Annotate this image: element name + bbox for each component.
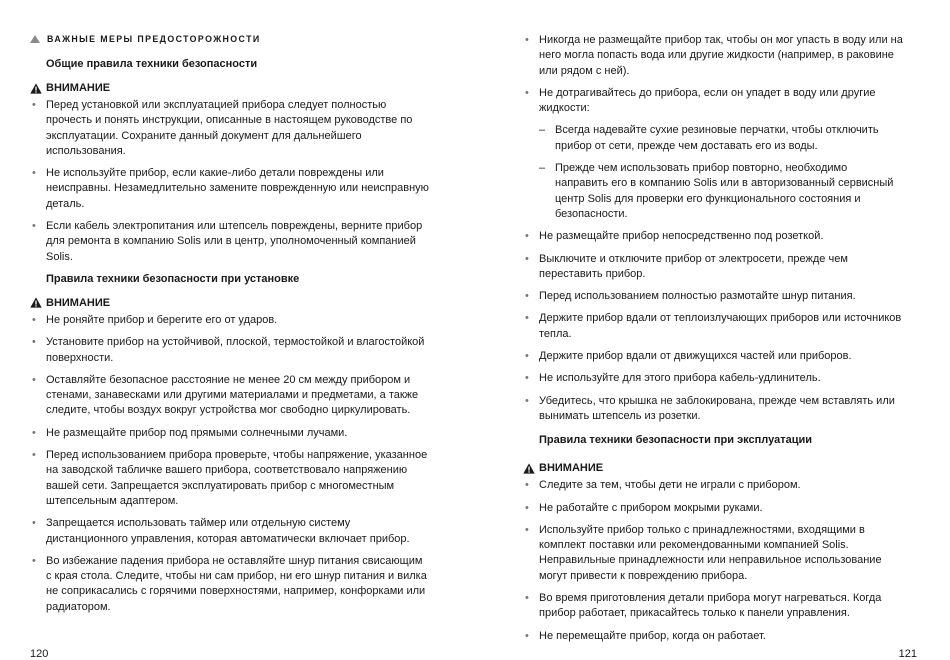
list-item: • Во время приготовления детали прибора могут нагреваться. Когда прибор работает, прикасайтесь только к панели управления. xyxy=(523,591,903,622)
list-item: • Перед установкой или эксплуатацией прибора следует полностью прочесть и понять инструкции, описанные в настоящем руководстве по эксплуатации. Сохраните данный документ для дальнейшего использования. xyxy=(30,98,430,159)
warning-triangle-icon xyxy=(523,463,535,474)
list-item: • Не размещайте прибор непосредственно под розеткой. xyxy=(523,229,903,244)
list-item: • Выключите и отключите прибор от электросети, прежде чем переставить прибор. xyxy=(523,252,903,283)
list-item: • Не роняйте прибор и берегите его от ударов. xyxy=(30,313,430,328)
warning-triangle-icon xyxy=(30,83,42,94)
list-item: • Во избежание падения прибора не оставляйте шнур питания свисающим с края стола. Следите, чтобы ни сам прибор, ни его шнур питания и вилка не соприкасались с горячими поверхностями, например, конфорками или радиатором. xyxy=(30,554,430,615)
right-page xyxy=(475,0,950,660)
list-item: • Запрещается использовать таймер или отдельную систему дистанционного управления, которая автоматически включает прибор. xyxy=(30,516,430,547)
warning-heading xyxy=(523,461,903,475)
right-content xyxy=(523,33,903,644)
triangle-icon xyxy=(30,35,40,43)
list-item: • Перед использованием полностью размотайте шнур питания. xyxy=(523,289,903,304)
list-item: • Никогда не размещайте прибор так, чтобы он мог упасть в воду или на него могла попасть вода или другие жидкости (например, в раковине или рядом с ней). xyxy=(523,33,903,79)
left-content xyxy=(30,57,430,615)
list-item: • Следите за тем, чтобы дети не играли с прибором. xyxy=(523,478,903,493)
list-item: • Держите прибор вдали от движущихся частей или приборов. xyxy=(523,349,903,364)
page-number-right: 121 xyxy=(898,648,917,660)
subsection-heading: Общие правила техники безопасности xyxy=(46,58,258,70)
subsection-heading: Правила техники безопасности при установке xyxy=(46,272,300,285)
sub-list-item: – Прежде чем использовать прибор повторно, необходимо направить его в компанию Solis или в авторизованный сервисный центр Solis для проверки его функционального состояния и безопасности. xyxy=(523,161,903,222)
warning-heading xyxy=(30,81,430,95)
page-number-left: 120 xyxy=(30,648,49,660)
list-item: • Установите прибор на устойчивой, плоской, термостойкой и влагостойкой поверхности. xyxy=(30,335,430,366)
list-item: • Не дотрагивайтесь до прибора, если он упадет в воду или другие жидкости: xyxy=(523,86,903,117)
list-item: • Не перемещайте прибор, когда он работает. xyxy=(523,629,903,644)
list-item: • Не работайте с прибором мокрыми руками. xyxy=(523,501,903,516)
section-title: ВАЖНЫЕ МЕРЫ ПРЕДОСТОРОЖНОСТИ xyxy=(47,34,261,44)
section-header xyxy=(30,33,430,45)
left-column xyxy=(30,33,430,622)
list-item: • Держите прибор вдали от теплоизлучающих приборов или источников тепла. xyxy=(523,311,903,342)
warning-triangle-icon xyxy=(30,297,42,308)
subsection-heading: Правила техники безопасности при эксплуатации xyxy=(539,434,812,447)
list-item: • Не используйте прибор, если какие-либо детали повреждены или неисправны. Незамедлительно замените поврежденную или неисправную деталь. xyxy=(30,166,430,212)
list-item: • Используйте прибор только с принадлежностями, входящими в комплект поставки или рекомендованными компанией Solis. Неправильные принадлежности или неправильное использование могут привести к повреждению прибора. xyxy=(523,523,903,584)
warning-label: ВНИМАНИЕ xyxy=(46,82,111,94)
list-item: • Оставляйте безопасное расстояние не менее 20 см между прибором и стенами, занавесками или другими материалами и предметами, а также следите, чтобы воздух вокруг устройства мог свободно циркулировать. xyxy=(30,373,430,419)
sub-list-item: – Всегда надевайте сухие резиновые перчатки, чтобы отключить прибор от сети, прежде чем доставать его из воды. xyxy=(523,123,903,154)
list-item: • Если кабель электропитания или штепсель повреждены, верните прибор для ремонта в компанию Solis или в центр, уполномоченный компанией Solis. xyxy=(30,219,430,265)
list-item: • Не размещайте прибор под прямыми солнечными лучами. xyxy=(30,426,430,441)
list-item: • Убедитесь, что крышка не заблокирована, прежде чем вставлять или вынимать штепсель из розетки. xyxy=(523,394,903,425)
right-column xyxy=(523,33,903,651)
warning-label: ВНИМАНИЕ xyxy=(539,462,604,475)
warning-heading xyxy=(30,296,430,310)
warning-label: ВНИМАНИЕ xyxy=(46,296,111,309)
list-item: • Не используйте для этого прибора кабель-удлинитель. xyxy=(523,371,903,386)
list-item: • Перед использованием прибора проверьте, чтобы напряжение, указанное на заводской табличке вашего прибора, соответствовало напряжению вашей сети. Запрещается эксплуатировать прибор с многоместным штепсельным адаптером. xyxy=(30,448,430,509)
